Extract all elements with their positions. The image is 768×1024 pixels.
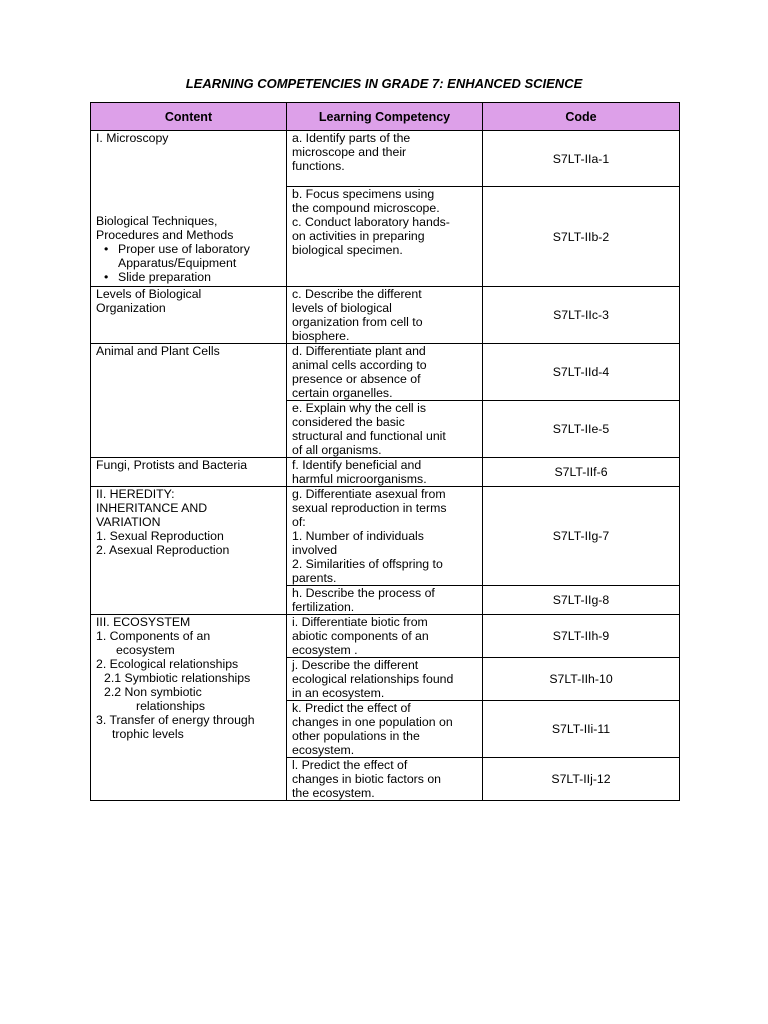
competency-line: d. Differentiate plant and [292,344,426,358]
competency-line: fertilization. [292,600,355,614]
competency-line: ecological relationships found [292,672,454,686]
competency-line: h. Describe the process of [292,586,435,600]
competency-cell [287,344,483,401]
content-line: trophic levels [112,727,184,741]
content-line: Biological Techniques, [96,214,218,228]
competency-line: structural and functional unit [292,429,446,443]
content-line: Fungi, Protists and Bacteria [96,458,248,472]
competency-line: g. Differentiate asexual from [292,487,446,501]
bullet-continuation: Apparatus/Equipment [118,256,237,270]
competency-line: harmful microorganisms. [292,472,427,486]
content-line: 2.2 Non symbiotic [104,685,202,699]
competency-line: l. Predict the effect of [292,758,408,772]
code-cell: S7LT-IIe-5 [483,401,680,458]
competency-cell [287,487,483,586]
competency-line: 2. Similarities of offspring to [292,557,443,571]
table-row [91,131,680,187]
competency-line: abiotic components of an [292,629,429,643]
table-header-row [91,103,680,131]
code-cell: S7LT-IIg-8 [483,586,680,615]
competency-cell [287,658,483,701]
competency-line: sexual reproduction in terms [292,501,447,515]
competency-line: animal cells according to [292,358,427,372]
content-cell-ecosystem [91,615,287,801]
competency-line: the compound microscope. [292,201,440,215]
content-line: 1. Components of an [96,629,211,643]
content-line: 2. Asexual Reproduction [96,543,230,557]
code-cell: S7LT-IIh-10 [483,658,680,701]
content-line: INHERITANCE AND [96,501,208,515]
competency-line: biological specimen. [292,243,403,257]
competency-line: ecosystem. [292,743,355,757]
header-competency: Learning Competency [287,103,483,131]
competency-line: the ecosystem. [292,786,375,800]
content-cell-heredity [91,487,287,615]
competency-line: ecosystem . [292,643,358,657]
competency-cell [287,287,483,344]
competency-cell [287,615,483,658]
code-cell: S7LT-IIb-2 [483,187,680,287]
code-cell: S7LT-IId-4 [483,344,680,401]
competency-line: presence or absence of [292,372,421,386]
competency-line: k. Predict the effect of [292,701,411,715]
header-code: Code [483,103,680,131]
competency-line: b. Focus specimens using [292,187,435,201]
content-line: Procedures and Methods [96,228,234,242]
competency-line: of all organisms. [292,443,382,457]
competency-line: levels of biological [292,301,392,315]
competency-cell [287,586,483,615]
competency-line: in an ecosystem. [292,686,385,700]
competency-line: 1. Number of individuals [292,529,424,543]
competency-line: biosphere. [292,329,350,343]
competency-cell [287,187,483,287]
table-row [91,287,680,344]
header-content: Content [91,103,287,131]
content-cell-cells [91,344,287,458]
competency-line: on activities in preparing [292,229,425,243]
competency-line: involved [292,543,338,557]
code-cell: S7LT-IIh-9 [483,615,680,658]
competencies-table [90,102,680,801]
content-line: III. ECOSYSTEM [96,615,191,629]
content-line: 2.1 Symbiotic relationships [104,671,251,685]
competency-line: e. Explain why the cell is [292,401,426,415]
table-row [91,615,680,658]
competency-line: other populations in the [292,729,420,743]
content-line: Organization [96,301,166,315]
competency-cell [287,701,483,758]
content-cell-fungi [91,458,287,487]
competency-line: c. Describe the different [292,287,422,301]
code-cell: S7LT-IIf-6 [483,458,680,487]
competency-cell [287,131,483,187]
competency-line: c. Conduct laboratory hands- [292,215,450,229]
competency-cell [287,401,483,458]
competency-line: f. Identify beneficial and [292,458,422,472]
content-line: ecosystem [116,643,175,657]
code-cell: S7LT-IIa-1 [483,131,680,187]
bullet-item: • Proper use of laboratory [96,242,282,256]
document-title: LEARNING COMPETENCIES IN GRADE 7: ENHANCED SCIENCE [185,76,583,91]
code-cell: S7LT-IIj-12 [483,758,680,801]
competency-line: considered the basic [292,415,405,429]
content-line: 2. Ecological relationships [96,657,239,671]
content-line: II. HEREDITY: [96,487,175,501]
table-row [91,344,680,401]
competency-line: functions. [292,159,345,173]
competency-cell [287,758,483,801]
table-row [91,458,680,487]
competency-line: parents. [292,571,337,585]
bullet-item: • Slide preparation [96,270,282,284]
competency-line: microscope and their [292,145,407,159]
competency-line: changes in biotic factors on [292,772,442,786]
code-cell: S7LT-IIg-7 [483,487,680,586]
content-line: Animal and Plant Cells [96,344,220,358]
content-line: VARIATION [96,515,161,529]
content-line: Levels of Biological [96,287,202,301]
competency-line: j. Describe the different [292,658,419,672]
table-row [91,487,680,586]
competency-line: a. Identify parts of the [292,131,411,145]
competency-line: organization from cell to [292,315,423,329]
content-line: I. Microscopy [96,131,169,145]
content-line: 1. Sexual Reproduction [96,529,224,543]
competency-cell [287,458,483,487]
competency-line: certain organelles. [292,386,393,400]
competency-line: i. Differentiate biotic from [292,615,428,629]
content-line: 3. Transfer of energy through [96,713,255,727]
code-cell: S7LT-IIc-3 [483,287,680,344]
content-block-bio-techniques [96,214,282,284]
content-cell-levels [91,287,287,344]
content-line: relationships [136,699,206,713]
competency-line: of: [292,515,306,529]
competency-line: changes in one population on [292,715,453,729]
code-cell: S7LT-IIi-11 [483,701,680,758]
